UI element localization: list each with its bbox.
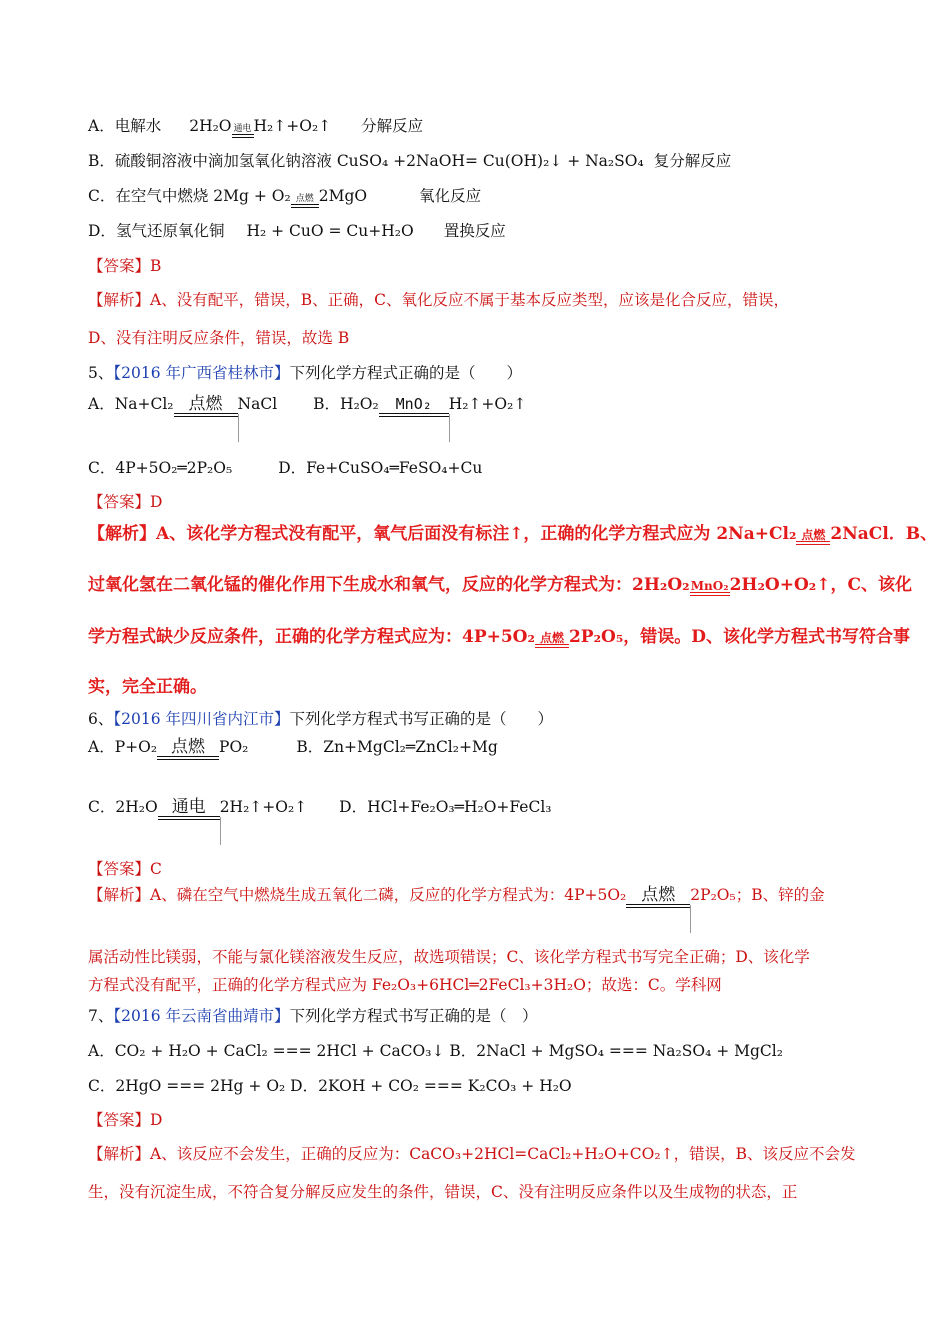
question-6: 6、【2016 年四川省内江市】下列化学方程式书写正确的是（ ） [88, 710, 554, 728]
explanation-q6-line3: 方程式没有配平，正确的化学方程式应为 Fe₂O₃+6HCl═2FeCl₃+3H₂O；故选：C。学科网 [88, 976, 722, 994]
option-c-q4: C．在空气中燃烧 2Mg + O₂ 点燃 2MgO 氧化反应 [88, 186, 481, 212]
explanation-q7: 【解析】A、该反应不会发生，正确的反应为：CaCO₃+2HCl=CaCl₂+H₂O+CO₂↑，错误，B、该反应不会发 [88, 1145, 856, 1163]
answer-q4: 【答案】B [88, 257, 162, 275]
answer-q5: 【答案】D [88, 493, 163, 511]
answer-q6: 【答案】C [88, 860, 162, 878]
explanation-q7-line2: 生，没有沉淀生成，不符合复分解反应发生的条件，错误，C、没有注明反应条件以及生成物的状态，正 [88, 1183, 798, 1201]
question-source: 【2016 年云南省曲靖市】 [113, 1007, 290, 1025]
question-5: 5、【2016 年广西省桂林市】下列化学方程式正确的是（ ） [88, 364, 523, 382]
explanation-q4-cont: D、没有注明反应条件，错误，故选 B [88, 329, 350, 347]
question-source: 【2016 年广西省桂林市】 [113, 364, 290, 382]
option-d-q4: D．氢气还原氧化铜 H₂ + CuO = Cu+H₂O 置换反应 [88, 222, 506, 240]
answer-q7: 【答案】D [88, 1111, 163, 1129]
explanation-q5-line4: 实，完全正确。 [88, 677, 207, 697]
option-a-q4: A．电解水 2H₂O 通电 H₂↑+O₂↑ 分解反应 [88, 116, 423, 142]
explanation-q4: 【解析】A、没有配平，错误，B、正确，C、氧化反应不属于基本反应类型，应该是化合反应，错误， [88, 291, 789, 309]
condition-label: 通电 [233, 124, 252, 134]
explanation-q5: 【解析】A、该化学方程式没有配平，氧气后面没有标注↑，正确的化学方程式应为 2Na+Cl₂ 点燃 2NaCl．B、 [88, 524, 938, 544]
options-ab-q5: A．Na+Cl₂ 点燃 NaCl B．H₂O₂ MnO₂ H₂↑+O₂↑ [88, 394, 526, 421]
question-source: 【2016 年四川省内江市】 [113, 710, 290, 728]
options-cd-q7: C．2HgO === 2Hg + O₂ D．2KOH + CO₂ === K₂CO₃ + H₂O [88, 1077, 572, 1095]
explanation-q5-line3: 学方程式缺少反应条件，正确的化学方程式应为：4P+5O₂ 点燃 2P₂O₅，错误。D、该化学方程式书写符合事 [88, 627, 911, 647]
options-cd-q5: C．4P+5O₂═2P₂O₅ D．Fe+CuSO₄═FeSO₄+Cu [88, 459, 483, 477]
explanation-q6: 【解析】A、磷在空气中燃烧生成五氧化二磷，反应的化学方程式为：4P+5O₂ 点燃 2P₂O₅；B、锌的金 [88, 885, 825, 912]
explanation-q5-line2: 过氧化氢在二氧化锰的催化作用下生成水和氧气，反应的化学方程式为：2H₂O₂ MnO₂ 2H₂O+O₂↑，C、该化 [88, 575, 913, 595]
explanation-q6-line2: 属活动性比镁弱，不能与氯化镁溶液发生反应，故选项错误；C、该化学方程式书写完全正确；D、该化学 [88, 948, 810, 966]
option-b-q4: B．硫酸铜溶液中滴加氢氧化钠溶液 CuSO₄ +2NaOH= Cu(OH)₂↓ + Na₂SO₄ 复分解反应 [88, 152, 732, 170]
options-ab-q6: A．P+O₂ 点燃 PO₂ B．Zn+MgCl₂═ZnCl₂+Mg [88, 737, 498, 764]
options-ab-q7: A．CO₂ + H₂O + CaCl₂ === 2HCl + CaCO₃↓ B．2NaCl + MgSO₄ === Na₂SO₄ + MgCl₂ [88, 1042, 783, 1060]
question-7: 7、【2016 年云南省曲靖市】下列化学方程式书写正确的是（ ） [88, 1007, 538, 1025]
options-cd-q6: C．2H₂O 通电 2H₂↑+O₂↑ D．HCl+Fe₂O₃═H₂O+FeCl₃ [88, 797, 552, 824]
